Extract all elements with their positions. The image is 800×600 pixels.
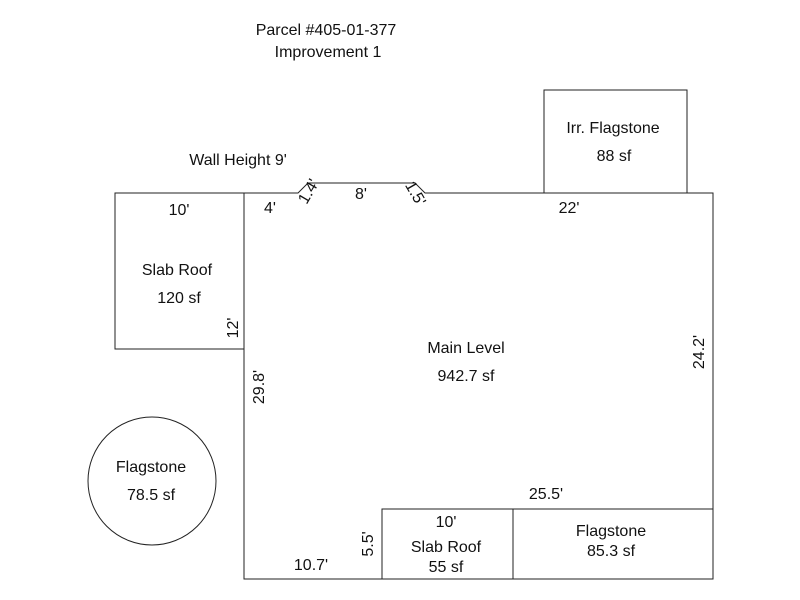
flagstone-circle-area: 78.5 sf xyxy=(126,487,176,504)
dimension-bay-front: 8' xyxy=(355,186,367,203)
dimension-top-22: 22' xyxy=(558,200,580,217)
dimension-bottom-10-7: 10.7' xyxy=(293,557,329,574)
flagstone-bottom-name: Flagstone xyxy=(575,523,647,540)
wall-height-label: Wall Height 9' xyxy=(189,152,287,169)
main-level-name: Main Level xyxy=(427,340,505,357)
dimension-bay-right: 1.5' xyxy=(401,178,429,209)
dimension-slab-bottom-top: 10' xyxy=(435,514,457,531)
slab-roof-left-name: Slab Roof xyxy=(141,262,213,279)
dimension-top-4: 4' xyxy=(264,200,276,217)
slab-roof-left-area: 120 sf xyxy=(157,290,201,307)
dimension-bay-left: 1.4' xyxy=(295,176,323,207)
slab-roof-bottom-area: 55 sf xyxy=(428,559,464,576)
main-level-area: 942.7 sf xyxy=(437,368,495,385)
parcel-number: Parcel #405-01-377 xyxy=(255,22,397,39)
irr-flagstone-outline xyxy=(544,90,687,193)
dimension-slab-left-side: 12' xyxy=(225,317,242,339)
dimension-right-wall: 24.2' xyxy=(691,334,708,370)
dimension-bottom-25-5: 25.5' xyxy=(528,486,564,503)
flagstone-circle-outline xyxy=(88,417,216,545)
dimension-slab-bottom-side: 5.5' xyxy=(360,531,377,557)
flagstone-bottom-area: 85.3 sf xyxy=(586,543,636,560)
dimension-slab-left-top: 10' xyxy=(168,202,190,219)
irr-flagstone-area: 88 sf xyxy=(596,148,632,165)
slab-roof-bottom-name: Slab Roof xyxy=(410,539,482,556)
flagstone-circle-name: Flagstone xyxy=(115,459,187,476)
improvement-label: Improvement 1 xyxy=(274,44,382,61)
dimension-left-wall: 29.8' xyxy=(251,369,268,405)
irr-flagstone-name: Irr. Flagstone xyxy=(566,120,660,137)
